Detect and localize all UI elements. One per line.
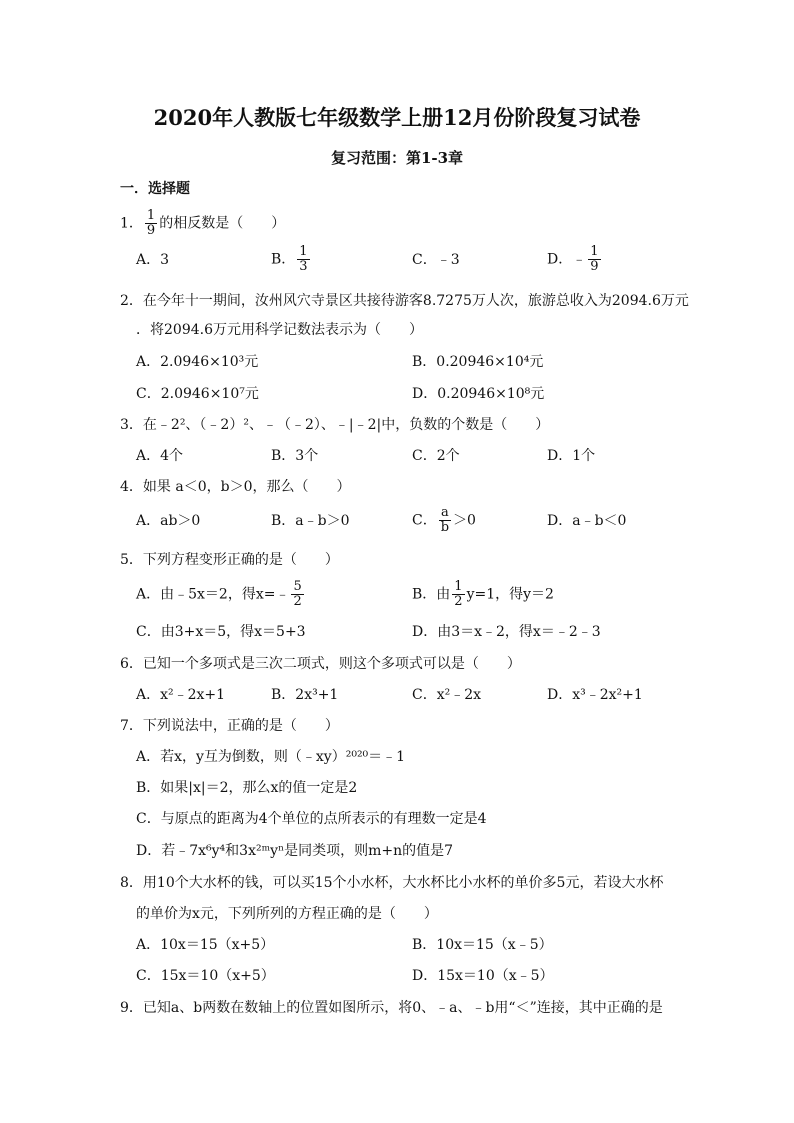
fraction [297,245,309,274]
fraction-denominator: 2 [293,594,302,609]
fraction [145,209,157,238]
q4-option-b: B．a﹣b＞0 [271,513,350,529]
fraction [439,506,451,535]
fraction-numerator: a [439,506,451,521]
question-text: 的相反数是（ ） [159,215,286,232]
q1-option-d [547,245,603,274]
fraction-denominator: 3 [299,259,308,274]
question-1-stem [120,209,285,238]
q6-option-d: D．x³﹣2x²+1 [547,687,643,703]
fraction-numerator: 1 [146,208,156,223]
minus-sign: ﹣ [572,251,587,268]
variable: x=﹣ [255,586,290,603]
q2-option-a: A．2.0946×10³元 [136,354,259,370]
fraction-numerator: 1 [454,579,463,594]
question-3-stem: 3．在﹣2²、（﹣2）²、﹣（﹣2）、﹣|﹣2|中，负数的个数是（ ） [120,417,550,433]
q3-option-a: A．4个 [136,448,184,464]
question-2-line-2: ．将2094.6万元用科学记数法表示为（ ） [136,322,423,338]
q2-option-d: D．0.20946×10⁸元 [412,386,545,402]
question-2-line-1: 2．在今年十一期间，汝州风穴寺景区共接待游客8.7275万人次，旅游总收入为2094.6万元 [120,293,689,309]
fraction-denominator: b [440,520,450,535]
q2-option-b: B．0.20946×10⁴元 [412,354,544,370]
q4-option-a: A．ab＞0 [136,513,201,529]
question-7-stem: 7．下列说法中，正确的是（ ） [120,718,339,734]
option-label: B． [271,251,296,268]
q4-option-d: D．a﹣b＜0 [547,513,627,529]
q5-option-d: D．由3＝x﹣2，得x＝﹣2﹣3 [412,624,601,640]
q6-option-b: B．2x³+1 [271,687,339,703]
q5-option-c: C．由3+x＝5，得x＝5+3 [136,624,306,640]
q3-option-b: B．3个 [271,448,319,464]
q3-option-c: C．2个 [412,448,460,464]
q8-option-d: D．15x＝10（x﹣5） [412,968,554,984]
question-number: 1． [120,215,143,232]
option-text: y=1，得y＝2 [466,586,554,603]
q6-option-c: C．x²﹣2x [412,687,482,703]
q7-option-b: B．如果|x|＝2，那么x的值一定是2 [136,780,358,796]
q7-option-d: D．若﹣7x⁶y⁴和3x²ᵐyⁿ是同类项，则m+n的值是7 [136,843,454,859]
option-text: B．由 [412,586,451,603]
fraction [452,580,464,609]
fraction-denominator: 9 [146,223,156,238]
fraction-numerator: 1 [590,244,599,259]
q3-option-d: D．1个 [547,448,596,464]
question-4-stem: 4．如果 a＜0，b＞0，那么（ ） [120,479,351,495]
q6-option-a: A．x²﹣2x+1 [136,687,226,703]
option-label: C． [412,512,437,529]
section-heading: 一．选择题 [120,181,190,197]
page-title: 2020年人教版七年级数学上册12月份阶段复习试卷 [153,105,641,130]
fraction-denominator: 9 [590,259,599,274]
fraction-denominator: 2 [454,594,463,609]
question-5-stem: 5．下列方程变形正确的是（ ） [120,552,339,568]
question-6-stem: 6．已知一个多项式是三次二项式，则这个多项式可以是（ ） [120,656,521,672]
q7-option-a: A．若x，y互为倒数，则（﹣xy）²⁰²⁰＝﹣1 [136,749,406,765]
q8-option-c: C．15x＝10（x+5） [136,968,275,984]
fraction [588,245,600,274]
q8-option-a: A．10x＝15（x+5） [136,937,275,953]
fraction [291,580,303,609]
q1-option-b [271,245,312,274]
q5-option-b [412,580,554,609]
q5-option-a [136,580,306,609]
page-subtitle: 复习范围：第1-3章 [330,149,464,167]
option-text: A．由﹣5x＝2，得 [136,586,256,603]
question-8-line-1: 8．用10个大水杯的钱，可以买15个小水杯，大水杯比小水杯的单价多5元，若设大水杯 [120,875,664,891]
option-label: D． [547,251,573,268]
q2-option-c: C．2.0946×10⁷元 [136,386,259,402]
q4-option-c [412,506,476,535]
q8-option-b: B．10x＝15（x﹣5） [412,937,553,953]
fraction-numerator: 5 [293,579,302,594]
q1-option-a: A．3 [136,252,170,268]
q1-option-c: C．﹣3 [412,252,460,268]
q7-option-c: C．与原点的距离为4个单位的点所表示的有理数一定是4 [136,811,487,827]
question-8-line-2: 的单价为x元，下列所列的方程正确的是（ ） [136,906,438,922]
question-9-line-1: 9．已知a、b两数在数轴上的位置如图所示，将0、﹣a、﹣b用“＜”连接，其中正确的是 [120,1000,663,1016]
comparison: ＞0 [453,512,476,529]
fraction-numerator: 1 [299,244,308,259]
